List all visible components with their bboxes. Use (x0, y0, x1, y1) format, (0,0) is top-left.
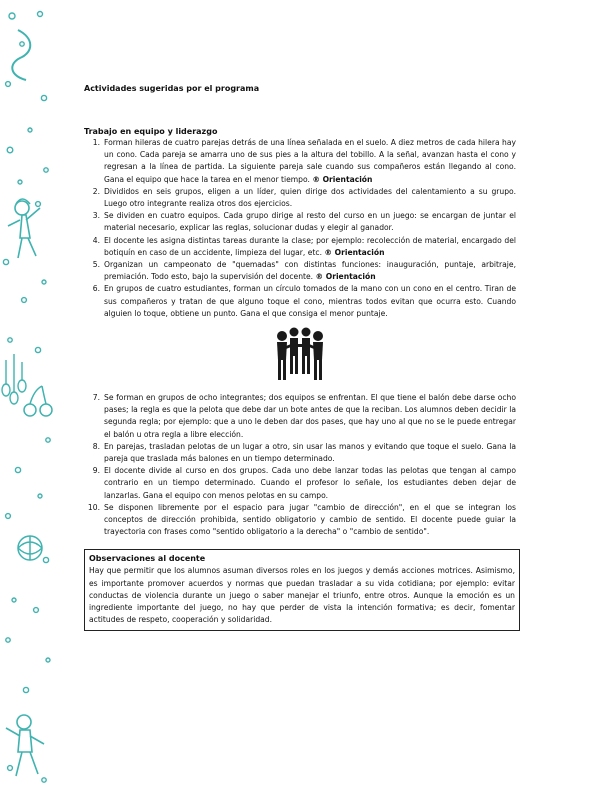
pendant-decoration (2, 354, 26, 404)
list-item (84, 210, 516, 234)
list-item (84, 502, 516, 539)
list-item (84, 186, 516, 210)
item-number: 8. (92, 441, 100, 451)
document-body (84, 84, 516, 631)
orientation-tag: ® Orientación (324, 247, 385, 257)
item-text: Se forman en grupos de ocho integrantes; dos equipos se enfrentan. El que tiene el balón debe darse ocho pases; la regla es que la pelota que debe dar un bote antes de que la reciban. Los alumnos deben decidir la segunda regla; por ejemplo: que a uno le deben dar dos pases, que hay uno al que no se le puede entregar el balón u otra regla a libre elección. (104, 393, 516, 439)
item-text: En parejas, trasladan pelotas de un lugar a otro, sin usar las manos y evitando que toque el suelo. Gana la pareja que traslada más balones en un tiempo determinado. (104, 441, 516, 464)
item-text: En grupos de cuatro estudiantes, forman un círculo tomados de la mano con un cono en el centro. Tiran de sus compañeros y tratan de que alguno toque el cono, mientras todos evitan que ocurra esto. Cuando alguien lo toque, obtiene un punto. Gana el que consiga el menor puntaje. (104, 284, 516, 318)
orientation-tag: ® Orientación (315, 272, 376, 282)
item-text: Divididos en seis grupos, eligen a un líder, quien dirige dos actividades del calentamiento a su grupo. Luego otro integrante realiza otros dos ejercicios. (104, 186, 516, 209)
notes-body: Hay que permitir que los alumnos asuman diversos roles en los juegos y demás acciones motrices. Asimismo, es importante promover acuerdos y normas que puedan trasladar a su vida cotidiana; por ejemplo: evitar conductas de violencia durante un juego o saber manejar el triunfo, entre otros. Aunque la emoción es un ingrediente importante del juego, no hay que perder de vista la intención formativa; es decir, fomentar actitudes de respeto, cooperación y solidaridad. (89, 566, 515, 625)
children-circle-illustration (84, 326, 516, 384)
girl-figure-icon (8, 199, 40, 258)
section-heading: Trabajo en equipo y liderazgo (84, 127, 218, 136)
item-text: Se dividen en cuatro equipos. Cada grupo dirige al resto del curso en un juego: se encargan de juntar el material necesario, explicar las reglas, solucionar dudas y elegir al ganador. (104, 211, 516, 233)
item-text: Organizan un campeonato de "quemadas" con distintas funciones: inauguración, puntaje, arbitraje, premiación. Todo esto, bajo la supervisión del docente. (104, 260, 516, 282)
item-number: 5. (92, 260, 100, 270)
list-item (84, 137, 516, 186)
list-item (84, 259, 516, 283)
item-number: 2. (92, 186, 100, 196)
item-text: Se disponen libremente por el espacio para jugar "cambio de dirección", en el que se integran los conceptos de dirección prohibida, sentido obligatorio y cambio de sentido. El docente puede guiar la trayectoria con frases como "sentido obligatorio a la derecha" o "cambio de sentido". (104, 502, 516, 537)
item-number: 6. (92, 284, 100, 294)
item-text: El docente les asigna distintas tareas durante la clase; por ejemplo: recolección de material, encargado del botiquín en caso de un accidente, limpieza del lugar, etc. (104, 235, 516, 257)
item-number: 10. (87, 502, 100, 512)
list-item (84, 235, 516, 259)
cherries-icon (24, 386, 52, 416)
document-title: Actividades sugeridas por el programa (84, 84, 260, 93)
ball-icon (18, 536, 42, 560)
item-text: Forman hileras de cuatro parejas detrás de una línea señalada en el suelo. A diez metros de cada hilera hay un cono. Cada pareja se amarra uno de sus pies a la altura del tobillo. A la señal, avanzan hasta el cono y regresan a la línea de partida. La siguiente pareja sale cuando sus compañeros están llegando al cono. Gana el equipo que hace la tarea en el menor tiempo. (104, 138, 516, 184)
list-item (84, 441, 516, 465)
item-number: 1. (92, 138, 100, 147)
orientation-tag: ® Orientación (312, 174, 373, 184)
activity-list-part1 (84, 137, 516, 320)
list-item (84, 465, 516, 502)
notes-title: Observaciones al docente (89, 554, 206, 564)
margin-decoration (0, 0, 60, 800)
teacher-notes-box (84, 549, 520, 630)
item-text: El docente divide al curso en dos grupos. Cada uno debe lanzar todas las pelotas que tengan al campo contrario en un tiempo determinado. Cuando el profesor lo señale, los estudiantes deben dejar de lanzarlas. Gana el equipo con menos pelotas en su campo. (104, 466, 516, 500)
children-holding-hands-icon (268, 326, 332, 384)
item-number: 3. (92, 211, 100, 221)
ribbon-decoration (12, 30, 30, 80)
item-number: 7. (92, 393, 100, 403)
item-number: 9. (92, 466, 100, 476)
activity-list-part2 (84, 392, 516, 538)
list-item (84, 283, 516, 320)
list-item (84, 392, 516, 441)
item-number: 4. (92, 235, 100, 245)
